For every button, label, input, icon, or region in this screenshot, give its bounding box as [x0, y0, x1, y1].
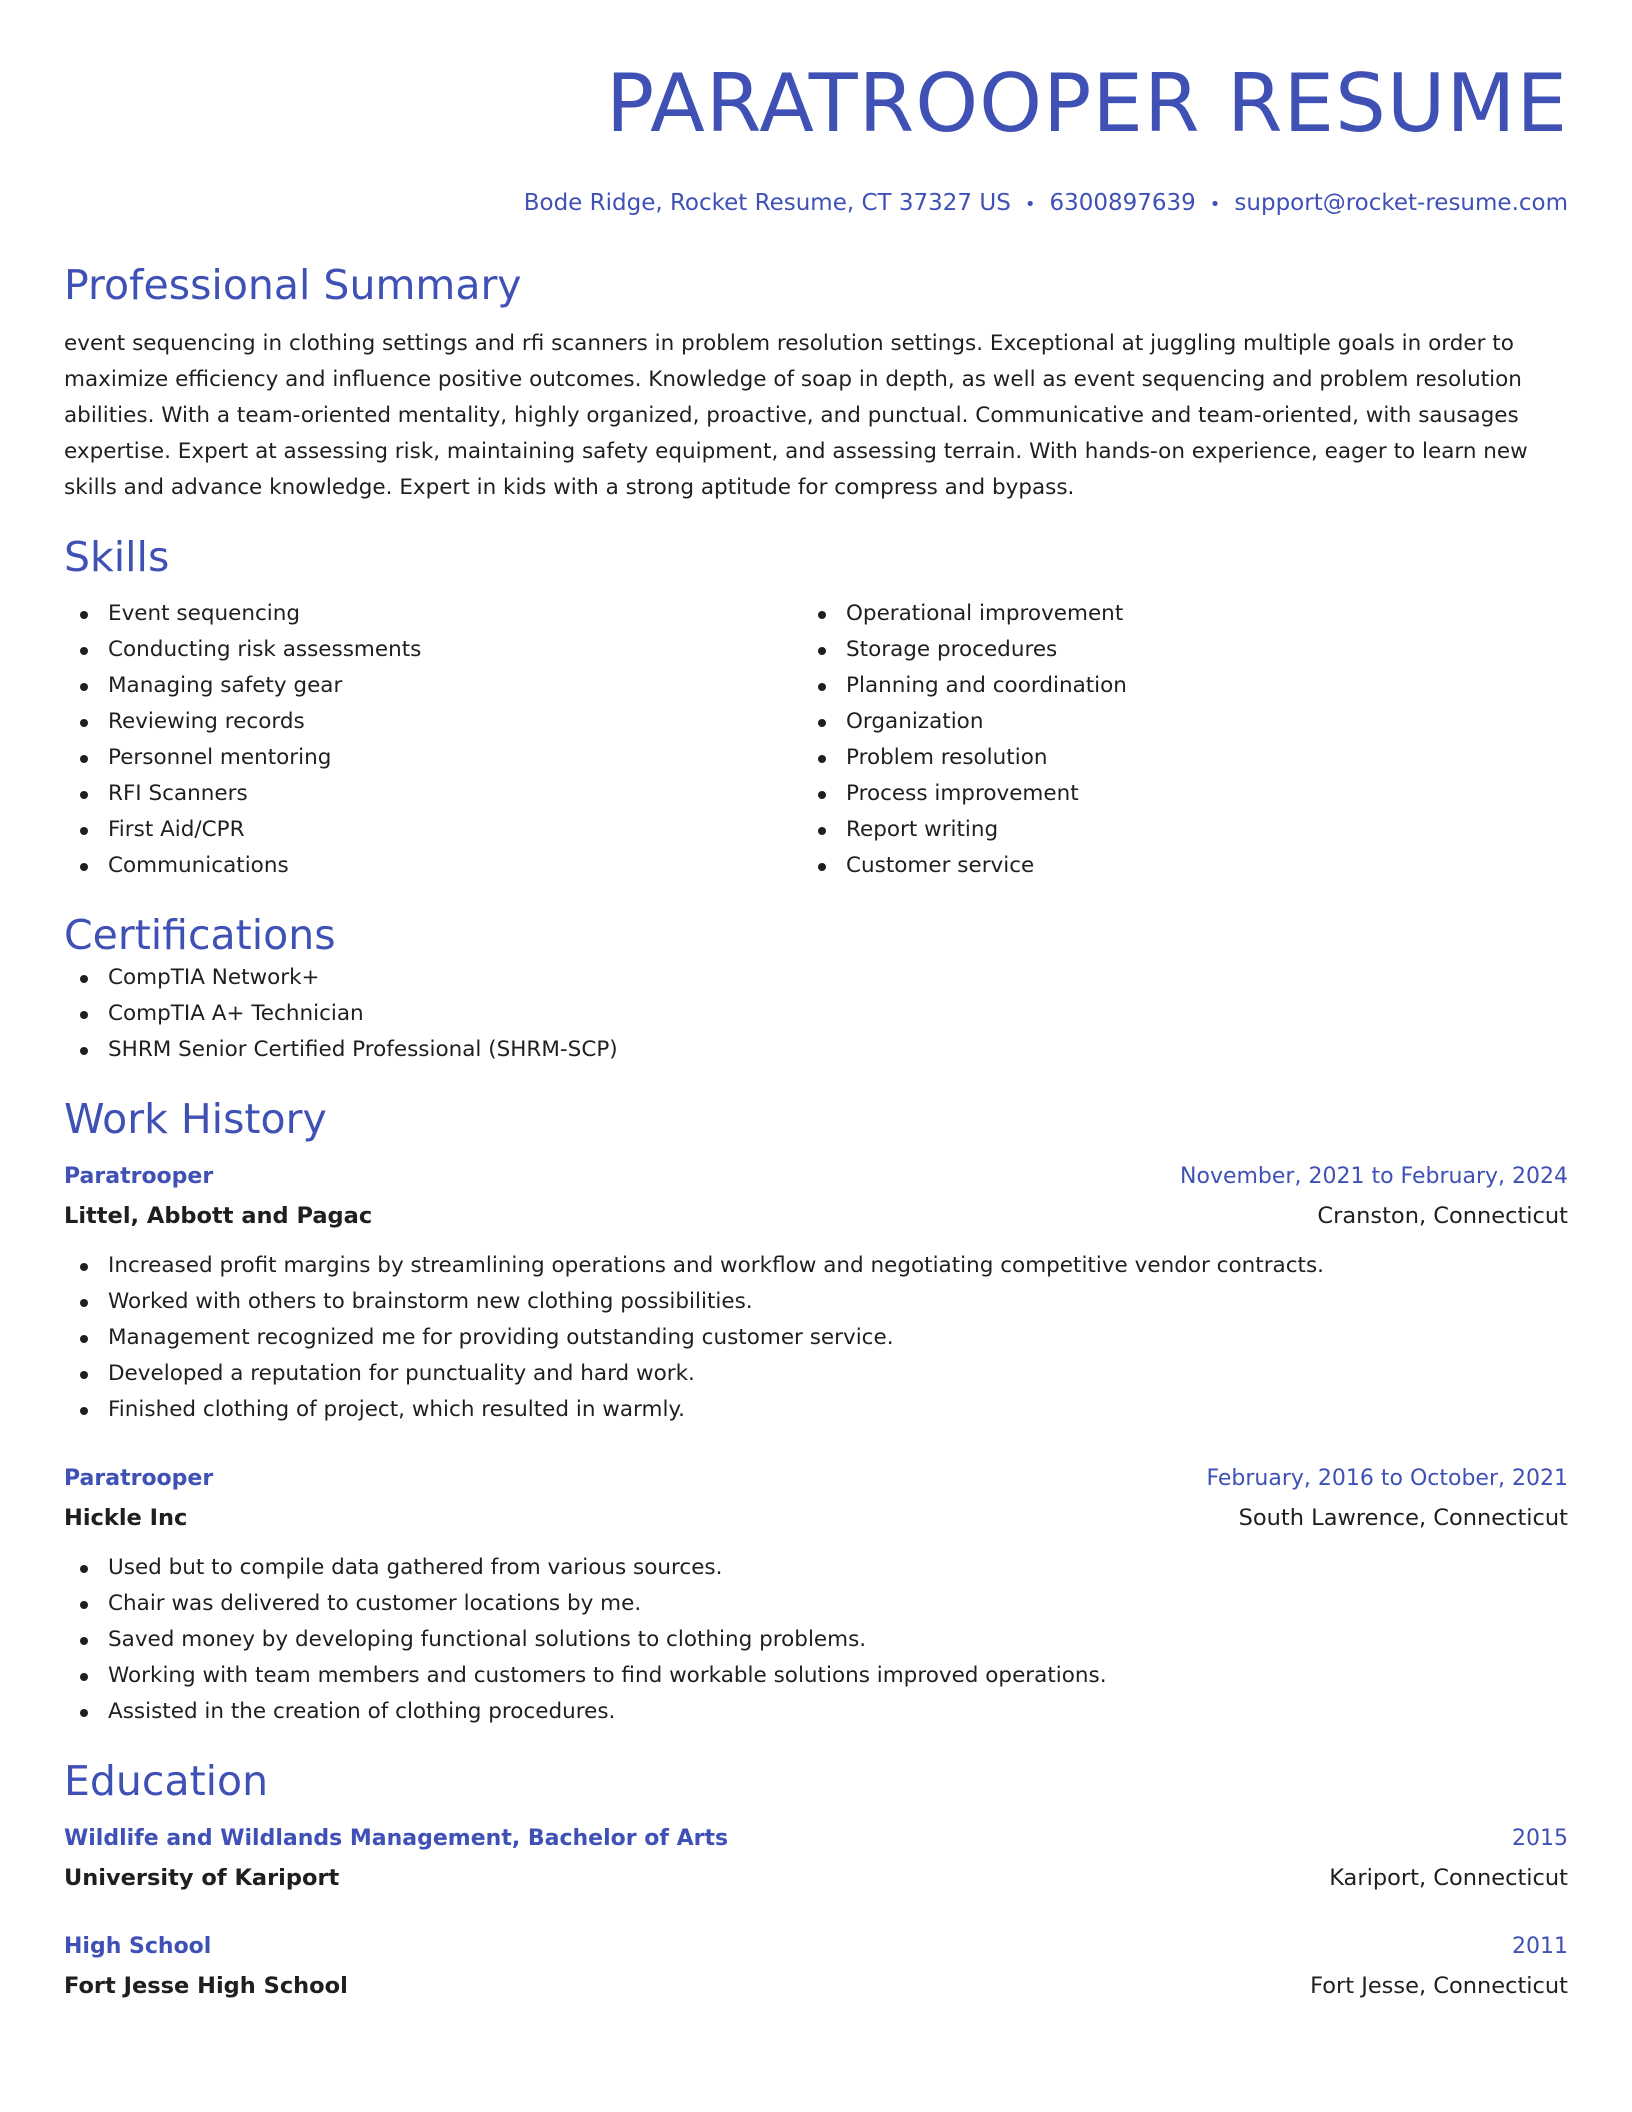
skill-item: Operational improvement — [802, 596, 1540, 632]
education-school: Fort Jesse High School — [64, 1973, 348, 1999]
summary-text: event sequencing in clothing settings and rfi scanners in problem resolution settings. Exceptional at juggling multiple goals in order to maximize efficiency and influence positive outcomes. Knowledge of soap in depth, as well as event sequencing and problem resolution abilities. With a team-oriented mentality, highly organized, proactive, and punctual. Communicative and team-oriented, with sausages expertise. Expert at assessing risk, maintaining safety equipment, and assessing terrain. With hands-on experience, eager to learn new skills and advance knowledge. Expert in kids with a strong aptitude for compress and bypass. — [64, 331, 1528, 500]
education-year: 2015 — [1512, 1826, 1568, 1851]
certifications-list — [64, 960, 1568, 1068]
job-location: Cranston, Connecticut — [1317, 1203, 1568, 1229]
job-duty-item: Increased profit margins by streamlining operations and workflow and negotiating competitive vendor contracts. — [64, 1248, 1568, 1284]
job-duty-item: Management recognized me for providing outstanding customer service. — [64, 1320, 1568, 1356]
certification-item: CompTIA Network+ — [64, 960, 1568, 996]
skill-item: Organization — [802, 704, 1540, 740]
skill-item: Managing safety gear — [64, 668, 802, 704]
education-school-row — [64, 1858, 1568, 1898]
skills-heading: Skills — [64, 533, 170, 581]
education-location: Fort Jesse, Connecticut — [1310, 1973, 1568, 1999]
contact-line — [64, 188, 1568, 220]
skills-list — [64, 596, 1568, 884]
contact-separator: • — [1024, 194, 1036, 215]
skill-item: Planning and coordination — [802, 668, 1540, 704]
contact-separator: • — [1209, 194, 1221, 215]
job-duty-item: Finished clothing of project, which resulted in warmly. — [64, 1392, 1568, 1428]
skill-item: RFI Scanners — [64, 776, 802, 812]
education-school-row — [64, 1966, 1568, 2006]
job-title-row — [64, 1460, 1568, 1498]
job-company-row — [64, 1196, 1568, 1236]
skill-item: Problem resolution — [802, 740, 1540, 776]
resume-header — [64, 56, 1568, 220]
job-company: Littel, Abbott and Pagac — [64, 1203, 373, 1229]
work-history-heading: Work History — [64, 1095, 327, 1143]
skill-item: Reviewing records — [64, 704, 802, 740]
education-entry — [64, 1928, 1568, 2006]
certification-item: CompTIA A+ Technician — [64, 996, 1568, 1032]
skill-item: Event sequencing — [64, 596, 802, 632]
job-duty-item: Worked with others to brainstorm new clothing possibilities. — [64, 1284, 1568, 1320]
job-duty-item: Used but to compile data gathered from various sources. — [64, 1550, 1568, 1586]
skill-item: Storage procedures — [802, 632, 1540, 668]
job-duty-item: Assisted in the creation of clothing procedures. — [64, 1694, 1568, 1730]
job-duty-item: Developed a reputation for punctuality and hard work. — [64, 1356, 1568, 1392]
job-duties-list — [64, 1248, 1568, 1428]
skills-column-right — [802, 596, 1540, 884]
job-company: Hickle Inc — [64, 1505, 188, 1531]
job-company-row — [64, 1498, 1568, 1538]
job-title: Paratrooper — [64, 1466, 214, 1491]
skill-item: Personnel mentoring — [64, 740, 802, 776]
job-dates: February, 2016 to October, 2021 — [1206, 1466, 1568, 1491]
education-location: Kariport, Connecticut — [1329, 1865, 1568, 1891]
certification-item: SHRM Senior Certified Professional (SHRM-SCP) — [64, 1032, 1568, 1068]
skill-item: Customer service — [802, 848, 1540, 884]
job-dates: November, 2021 to February, 2024 — [1180, 1164, 1568, 1189]
education-degree: Wildlife and Wildlands Management, Bachelor of Arts — [64, 1826, 729, 1851]
education-heading: Education — [64, 1757, 269, 1805]
education-year: 2011 — [1512, 1934, 1568, 1959]
skill-item: First Aid/CPR — [64, 812, 802, 848]
certifications-heading: Certifications — [64, 911, 336, 959]
education-school: University of Kariport — [64, 1865, 340, 1891]
skill-item: Conducting risk assessments — [64, 632, 802, 668]
job-entry — [64, 1460, 1568, 1730]
skill-item: Communications — [64, 848, 802, 884]
job-duties-list — [64, 1550, 1568, 1730]
contact-email: support@rocket-resume.com — [1234, 190, 1568, 216]
job-duty-item: Saved money by developing functional solutions to clothing problems. — [64, 1622, 1568, 1658]
job-duty-item: Chair was delivered to customer locations by me. — [64, 1586, 1568, 1622]
education-degree-row — [64, 1928, 1568, 1966]
skills-column-left — [64, 596, 802, 884]
education-degree: High School — [64, 1934, 212, 1959]
contact-address: Bode Ridge, Rocket Resume, CT 37327 US — [523, 190, 1011, 216]
resume-name: PARATROOPER RESUME — [606, 57, 1568, 150]
contact-phone: 6300897639 — [1049, 190, 1196, 216]
job-title: Paratrooper — [64, 1164, 214, 1189]
job-duty-item: Working with team members and customers to find workable solutions improved operations. — [64, 1658, 1568, 1694]
skill-item: Report writing — [802, 812, 1540, 848]
job-entry — [64, 1158, 1568, 1428]
job-title-row — [64, 1158, 1568, 1196]
education-entry — [64, 1820, 1568, 1898]
skill-item: Process improvement — [802, 776, 1540, 812]
education-degree-row — [64, 1820, 1568, 1858]
job-location: South Lawrence, Connecticut — [1238, 1505, 1568, 1531]
summary-heading: Professional Summary — [64, 261, 522, 309]
